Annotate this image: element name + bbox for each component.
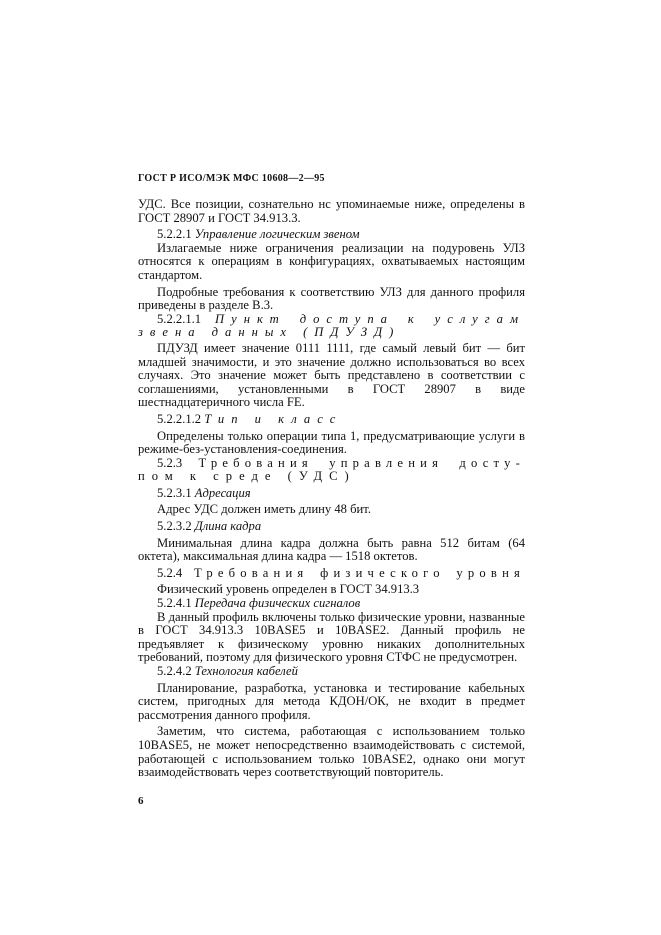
paragraph: Подробные требования к соответствию УЛЗ для данного профиля приведены в разделе В.3. [138,284,525,313]
section-heading-5-2-2-1-2 [138,413,525,427]
section-title-line1: Пункт доступа к услугам [215,311,525,326]
section-heading-5-2-3 [138,457,525,471]
section-number: 5.2.2.1 [157,227,192,242]
section-heading-5-2-4-2 [138,665,525,679]
section-title: Тип и класс [204,411,343,426]
document-header: ГОСТ Р ИСО/МЭК МФС 10608—2—95 [138,173,325,184]
document-page [138,173,525,807]
paragraph: Минимальная длина кадра должна быть равна 512 битам (64 октета), максимальная длина кадра — 1518 октетов. [138,535,525,564]
paragraph: ПДУЗД имеет значение 0111 1111, где самый левый бит — бит младшей значимости, и это значение должно использоваться во всех случаях. Это значение может быть представлено в соответствии с соглашениями, установленными в ГОСТ 28907 в виде шестнадцатеричного числа FE. [138,340,525,410]
section-heading-5-2-4 [138,567,525,581]
paragraph: Планирование, разработка, установка и тестирование кабельных систем, пригодных для метода КДОН/ОК, не входит в предмет рассмотрения данного профиля. [138,680,525,722]
page-number: 6 [138,794,144,807]
paragraph: Заметим, что система, работающая с использованием только 10BASE5, не может непосредственно взаимодействовать с системой, работающей с использованием только 10BASE2, однако они могут взаимодействовать через соответствующий повторитель. [138,724,525,780]
section-heading-5-2-4-1 [138,597,525,611]
section-title-line1: Требования управления досту- [198,455,525,470]
section-title: Требования физического уровня [193,565,525,580]
section-number: 5.2.3.1 [157,485,192,500]
section-title: Передача физических сигналов [194,596,361,611]
section-title: Длина кадра [194,519,262,534]
section-title: Управление логическим звеном [194,227,360,242]
section-number: 5.2.3 [157,455,183,470]
section-number: 5.2.2.1.2 [157,411,202,426]
section-number: 5.2.4 [157,565,183,580]
section-title-line2: звена данных (ПДУЗД) [138,325,401,340]
section-number: 5.2.3.2 [157,519,192,534]
section-heading-5-2-3-2 [138,520,525,534]
section-heading-5-2-3-1 [138,487,525,501]
section-number: 5.2.4.1 [157,596,192,611]
paragraph: Физический уровень определен в ГОСТ 34.913.3 [157,582,420,597]
section-title: Технология кабелей [194,664,298,678]
section-number: 5.2.4.2 [157,664,192,678]
section-title-line2: пом к среде (УДС) [138,469,356,484]
section-title: Адресация [194,485,251,500]
paragraph: В данный профиль включены только физические уровни, названные в ГОСТ 34.913.3 10BASE5 и 10BASE2. Данный профиль не предъявляет к физическому уровню никаких дополнительных требований, поэтому для физического уровня СТФС не предусмотрен. [138,609,525,665]
paragraph: Адрес УДС должен иметь длину 48 бит. [157,502,371,517]
section-heading-5-2-2-1-1 [138,313,525,327]
paragraph: Определены только операции типа 1, предусматривающие услуги в режиме-без-установления-соединения. [138,428,525,457]
paragraph: Излагаемые ниже ограничения реализации на подуровень УЛЗ относятся к операциям в конфигурациях, охватываемых настоящим стандартом. [138,240,525,282]
section-number: 5.2.2.1.1 [157,311,202,326]
paragraph: УДС. Все позиции, сознательно нс упоминаемые ниже, определены в ГОСТ 28907 и ГОСТ 34.913.3. [138,197,525,225]
section-heading-5-2-2-1 [138,228,525,242]
